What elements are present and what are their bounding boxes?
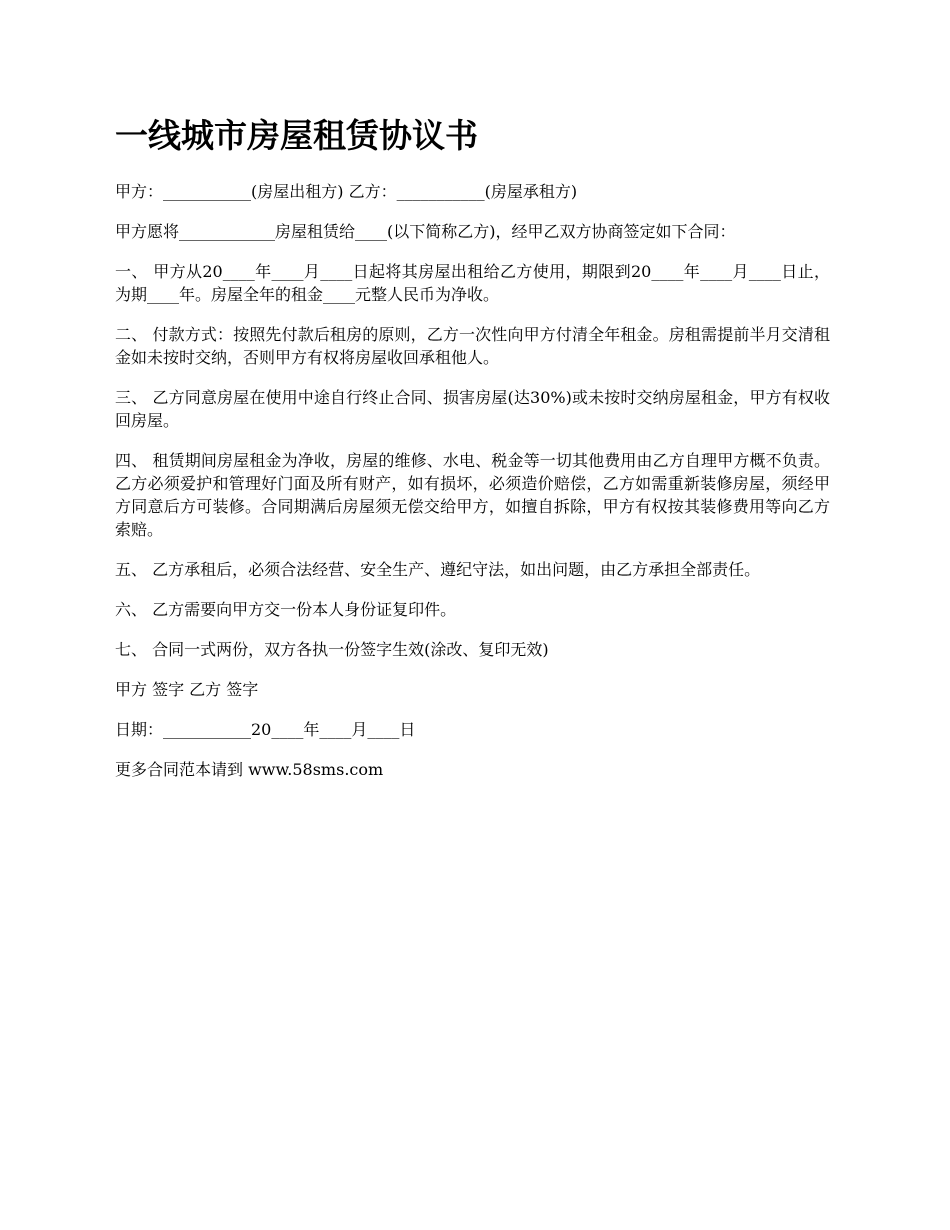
signature-line: 甲方 签字 乙方 签字 (115, 680, 259, 699)
parties-line: 甲方：___________(房屋出租方) 乙方：___________(房屋承租方) (115, 182, 578, 201)
footer-note: 更多合同范本请到 www.58sms.com (115, 760, 384, 779)
clause-4: 四、 租赁期间房屋租金为净收，房屋的维修、水电、税金等一切其他费用由乙方自理甲方概不负责。乙方必须爱护和管理好门面及所有财产，如有损坏，必须造价赔偿，乙方如需重新装修房屋，须经甲方同意后方可装修。合同期满后房屋须无偿交给甲方，如擅自拆除，甲方有权按其装修费用等向乙方索赔。 (115, 451, 830, 539)
intro-paragraph: 甲方愿将____________房屋租赁给____(以下简称乙方)，经甲乙双方协商签定如下合同： (115, 222, 736, 241)
clause-1: 一、 甲方从20____年____月____日起将其房屋出租给乙方使用，期限到20____年____月____日止，为期____年。房屋全年的租金____元整人民币为净收。 (115, 262, 830, 304)
document-title: 一线城市房屋租赁协议书 (115, 116, 478, 155)
document-page (115, 112, 830, 798)
clause-5: 五、 乙方承租后，必须合法经营、安全生产、遵纪守法，如出问题，由乙方承担全部责任。 (115, 560, 761, 579)
clause-2: 二、 付款方式：按照先付款后租房的原则，乙方一次性向甲方付清全年租金。房租需提前半月交清租金如未按时交纳，否则甲方有权将房屋收回承租他人。 (115, 325, 830, 367)
clause-6: 六、 乙方需要向甲方交一份本人身份证复印件。 (115, 600, 457, 619)
clause-7: 七、 合同一式两份，双方各执一份签字生效(涂改、复印无效) (115, 640, 549, 659)
clause-3: 三、 乙方同意房屋在使用中途自行终止合同、损害房屋(达30%)或未按时交纳房屋租金，甲方有权收回房屋。 (115, 388, 830, 430)
date-line: 日期：___________20____年____月____日 (115, 720, 416, 739)
